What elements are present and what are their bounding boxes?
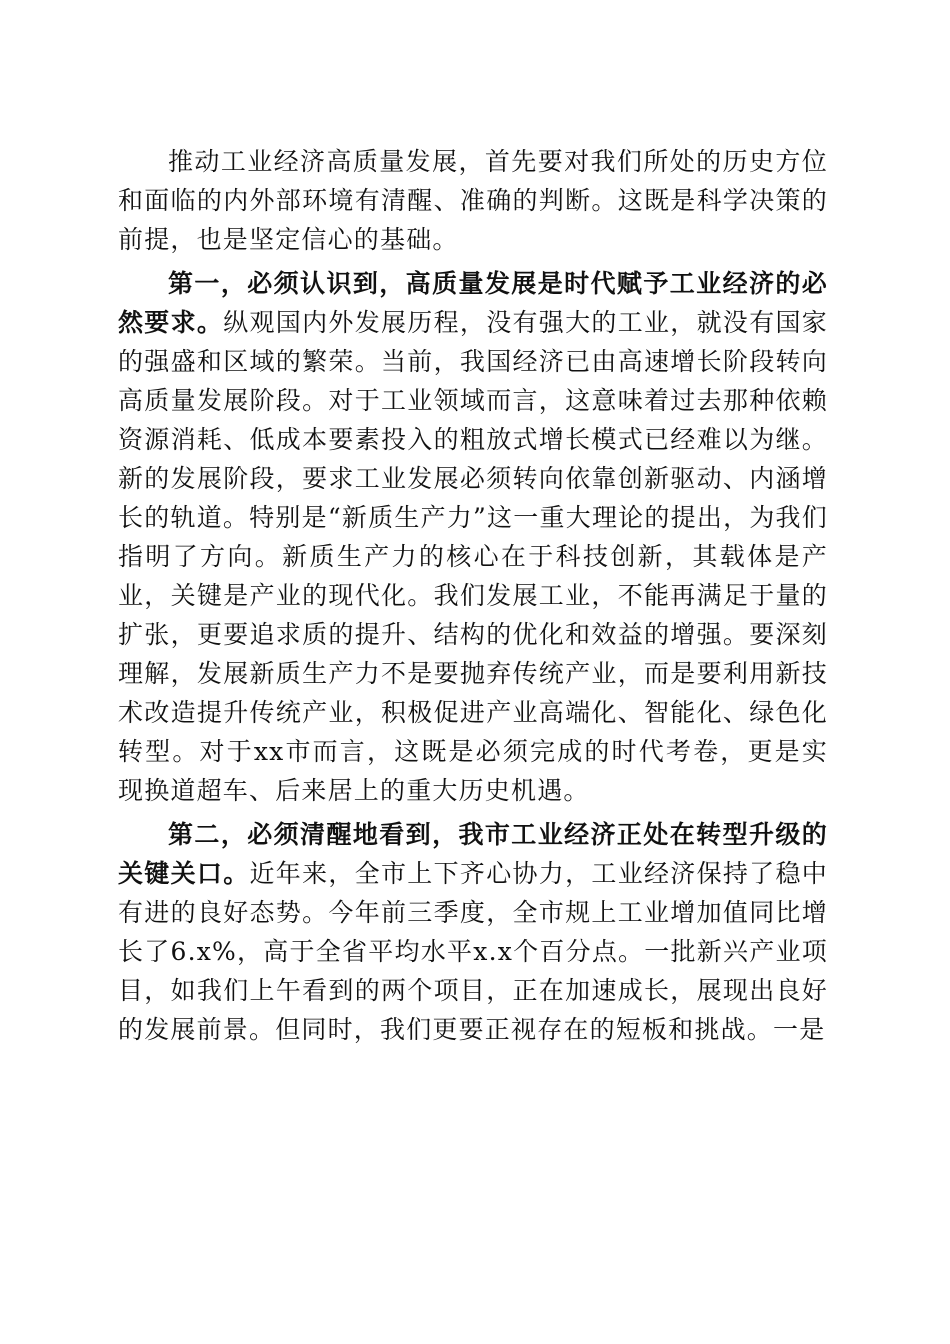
paragraph-lead: 第二，必须清醒地看到，我市工业经济正处在转型升级的关键关口。	[118, 820, 828, 888]
paragraph-lead: 第一，必须认识到，高质量发展是时代赋予工业经济的必然要求。	[118, 269, 828, 337]
document-body	[118, 142, 828, 1049]
paragraph-first-point	[118, 264, 828, 810]
paragraph-text: 推动工业经济高质量发展，首先要对我们所处的历史方位和面临的内外部环境有清醒、准确的判断。这既是科学决策的前提，也是坚定信心的基础。	[118, 147, 828, 254]
paragraph-intro	[118, 142, 828, 259]
paragraph-text: 纵观国内外发展历程，没有强大的工业，就没有国家的强盛和区域的繁荣。当前，我国经济已由高速增长阶段转向高质量发展阶段。对于工业领域而言，这意味着过去那种依赖资源消耗、低成本要素投入的粗放式增长模式已经难以为继。新的发展阶段，要求工业发展必须转向依靠创新驱动、内涵增长的轨道。特别是“新质生产力”这一重大理论的提出，为我们指明了方向。新质生产力的核心在于科技创新，其载体是产业，关键是产业的现代化。我们发展工业，不能再满足于量的扩张，更要追求质的提升、结构的优化和效益的增强。要深刻理解，发展新质生产力不是要抛弃传统产业，而是要利用新技术改造提升传统产业，积极促进产业高端化、智能化、绿色化转型。对于xx市而言，这既是必须完成的时代考卷，更是实现换道超车、后来居上的重大历史机遇。	[118, 308, 828, 805]
paragraph-second-point	[118, 815, 828, 1049]
paragraph-text: 近年来，全市上下齐心协力，工业经济保持了稳中有进的良好态势。今年前三季度，全市规上工业增加值同比增长了6.x%，高于全省平均水平x.x个百分点。一批新兴产业项目，如我们上午看到的两个项目，正在加速成长，展现出良好的发展前景。但同时，我们更要正视存在的短板和挑战。一是	[118, 859, 828, 1044]
